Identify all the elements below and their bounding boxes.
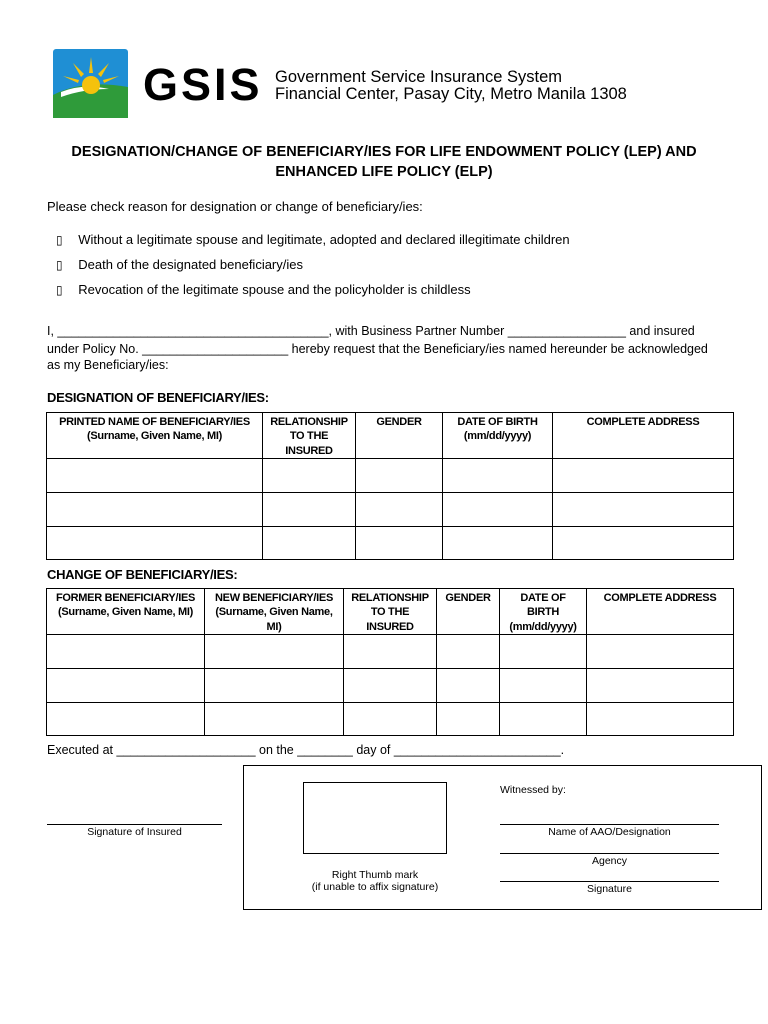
- table-cell[interactable]: [500, 702, 587, 735]
- table-cell[interactable]: [553, 492, 734, 526]
- statement-line1: I, _______________________________________, with Business Partner Number _________________ and insured: [47, 324, 695, 338]
- table-cell[interactable]: [205, 668, 344, 702]
- table-row: [47, 702, 734, 735]
- thumbmark-label-line2: (if unable to affix signature): [311, 881, 439, 893]
- table-cell[interactable]: [47, 526, 263, 559]
- reason-text: Revocation of the legitimate spouse and the policyholder is childless: [78, 282, 471, 297]
- reason-text: Without a legitimate spouse and legitimate, adopted and declared illegitimate children: [78, 232, 570, 247]
- table-cell[interactable]: [356, 458, 443, 492]
- designation-heading: DESIGNATION OF BENEFICIARY/IES:: [47, 390, 269, 405]
- table-cell[interactable]: [205, 702, 344, 735]
- thumbmark-label-line1: Right Thumb mark: [331, 869, 419, 881]
- table-cell[interactable]: [437, 702, 500, 735]
- checkbox-icon[interactable]: ▯: [56, 283, 63, 297]
- col-header-name: PRINTED NAME OF BENEFICIARY/IES (Surname, Given Name, MI): [47, 413, 263, 459]
- reason-option[interactable]: [56, 281, 471, 299]
- col-header-former: FORMER BENEFICIARY/IES (Surname, Given Name, MI): [47, 589, 205, 635]
- signature-label: Signature of Insured: [87, 826, 182, 838]
- table-cell[interactable]: [263, 458, 356, 492]
- table-cell[interactable]: [356, 526, 443, 559]
- form-title-line2: ENHANCED LIFE POLICY (ELP): [275, 163, 493, 180]
- table-cell[interactable]: [344, 668, 437, 702]
- checkbox-icon[interactable]: ▯: [56, 258, 63, 272]
- col-header-new: NEW BENEFICIARY/IES (Surname, Given Name, MI): [205, 589, 344, 635]
- col-header-address: COMPLETE ADDRESS: [553, 413, 734, 459]
- form-title-line1: DESIGNATION/CHANGE OF BENEFICIARY/IES FOR LIFE ENDOWMENT POLICY (LEP) AND: [71, 144, 697, 160]
- table-row: [47, 634, 734, 668]
- table-cell[interactable]: [344, 702, 437, 735]
- agency-label: Agency: [591, 855, 628, 867]
- reason-prompt: Please check reason for designation or change of beneficiary/ies:: [47, 199, 423, 214]
- change-table: [46, 588, 734, 736]
- table-cell[interactable]: [47, 634, 205, 668]
- table-cell[interactable]: [553, 526, 734, 559]
- table-cell[interactable]: [443, 526, 553, 559]
- org-info: [275, 69, 627, 104]
- table-cell[interactable]: [47, 492, 263, 526]
- org-address: Financial Center, Pasay City, Metro Manila 1308: [275, 85, 627, 104]
- table-cell[interactable]: [344, 634, 437, 668]
- table-cell[interactable]: [587, 634, 734, 668]
- reason-text: Death of the designated beneficiary/ies: [78, 257, 303, 272]
- table-cell[interactable]: [587, 702, 734, 735]
- table-cell[interactable]: [47, 458, 263, 492]
- table-cell[interactable]: [263, 526, 356, 559]
- table-cell[interactable]: [356, 492, 443, 526]
- col-header-relationship: RELATIONSHIP TO THE INSURED: [263, 413, 356, 459]
- org-name: Government Service Insurance System: [275, 68, 563, 86]
- signature-line[interactable]: [47, 824, 222, 825]
- table-row: [47, 492, 734, 526]
- executed-line: Executed at ____________________ on the ________ day of ________________________.: [47, 743, 565, 757]
- table-cell[interactable]: [437, 634, 500, 668]
- aao-label: Name of AAO/Designation: [548, 826, 671, 838]
- statement-line3: as my Beneficiary/ies:: [47, 358, 169, 372]
- table-cell[interactable]: [553, 458, 734, 492]
- table-cell[interactable]: [47, 668, 205, 702]
- col-header-dob: DATE OF BIRTH (mm/dd/yyyy): [500, 589, 587, 635]
- gsis-logo: [53, 49, 128, 118]
- table-cell[interactable]: [443, 492, 553, 526]
- designation-table: [46, 412, 734, 560]
- col-header-relationship: RELATIONSHIP TO THE INSURED: [344, 589, 437, 635]
- thumbmark-label: [273, 869, 477, 893]
- signature2-label: Signature: [587, 883, 632, 895]
- table-cell[interactable]: [205, 634, 344, 668]
- signature2-line[interactable]: [500, 881, 719, 882]
- table-row: [47, 668, 734, 702]
- table-cell[interactable]: [587, 668, 734, 702]
- reason-option[interactable]: [56, 256, 303, 274]
- statement-line2: under Policy No. _____________________ hereby request that the Beneficiary/ies named hereunder be acknowledged: [47, 342, 708, 356]
- reason-option[interactable]: [56, 231, 570, 249]
- checkbox-icon[interactable]: ▯: [56, 233, 63, 247]
- table-row: [47, 526, 734, 559]
- witnessed-by-label: Witnessed by:: [500, 784, 566, 796]
- table-cell[interactable]: [437, 668, 500, 702]
- table-cell[interactable]: [500, 668, 587, 702]
- col-header-address: COMPLETE ADDRESS: [587, 589, 734, 635]
- table-header-row: [47, 413, 734, 459]
- change-heading: CHANGE OF BENEFICIARY/IES:: [47, 567, 238, 582]
- brand-name: GSIS: [143, 59, 263, 110]
- aao-line[interactable]: [500, 824, 719, 825]
- table-header-row: [47, 589, 734, 635]
- col-header-gender: GENDER: [356, 413, 443, 459]
- table-cell[interactable]: [443, 458, 553, 492]
- col-header-dob: DATE OF BIRTH (mm/dd/yyyy): [443, 413, 553, 459]
- form-title: [40, 143, 728, 182]
- table-row: [47, 458, 734, 492]
- table-cell[interactable]: [263, 492, 356, 526]
- thumbmark-box[interactable]: [303, 782, 447, 854]
- table-cell[interactable]: [500, 634, 587, 668]
- col-header-gender: GENDER: [437, 589, 500, 635]
- table-cell[interactable]: [47, 702, 205, 735]
- agency-line[interactable]: [500, 853, 719, 854]
